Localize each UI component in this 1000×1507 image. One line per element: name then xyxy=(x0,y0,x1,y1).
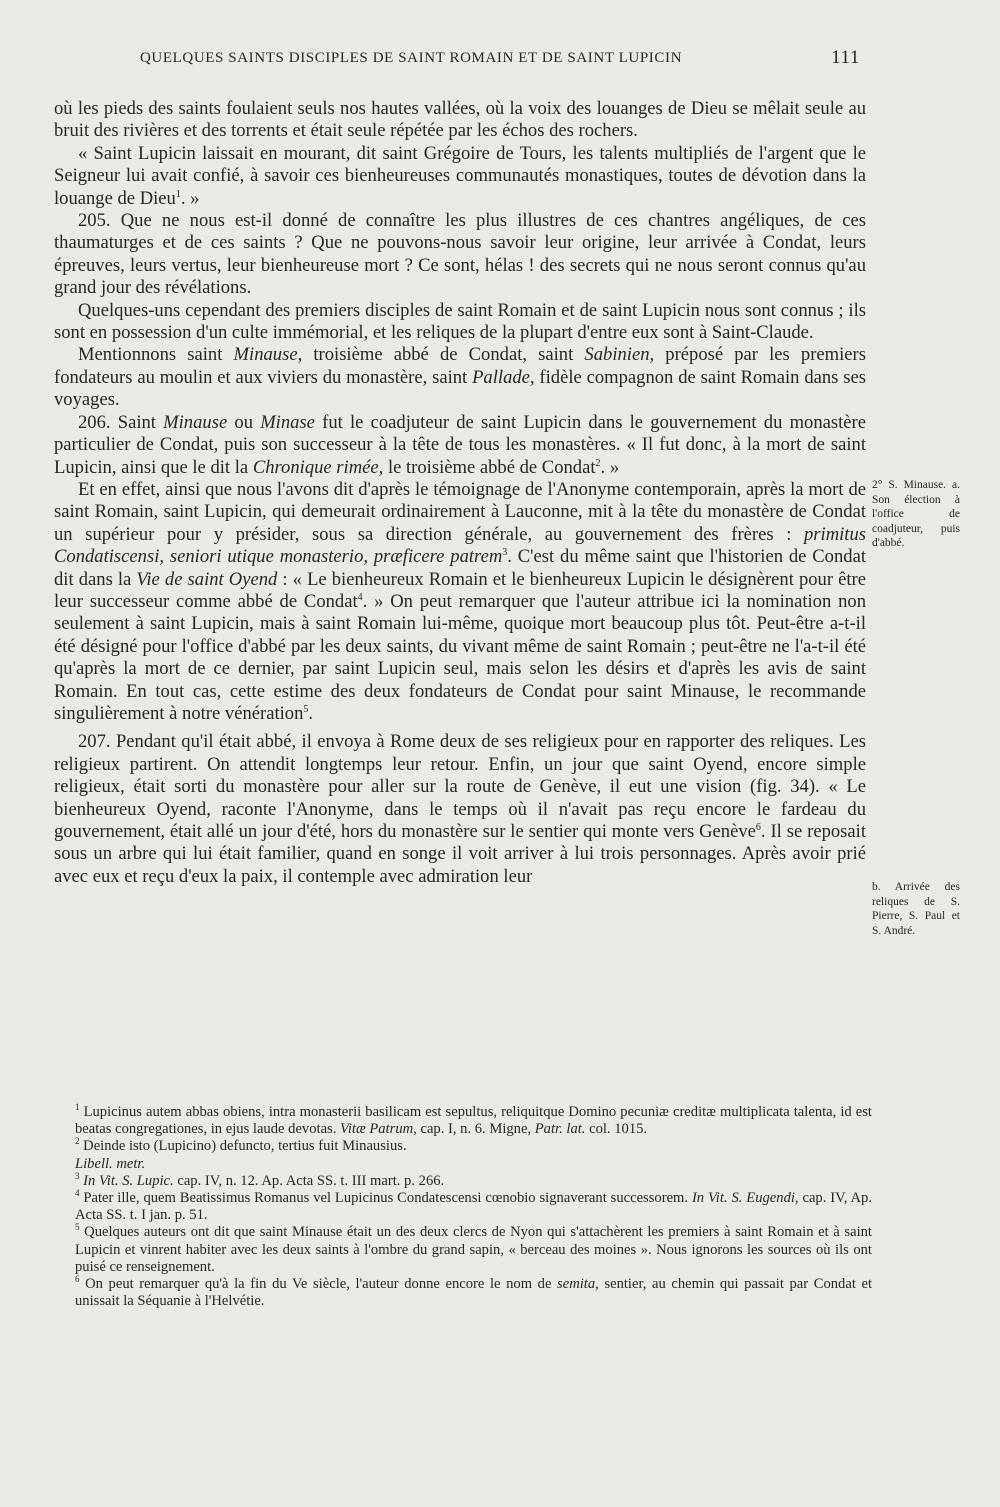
footnote: $^5$ Quelques auteurs ont dit que saint Minause était un des deux clercs de Nyon qui s'attachèrent les premiers à saint Romain et à saint Lupicin et vinrent habiter avec les deux saints à l'ombre du grand sapin, « berceau des moines ». Nous ignorons les sources où ils ont puisé ce renseignement. xyxy=(75,1222,872,1275)
page-number: 111 xyxy=(831,47,860,68)
paragraph: où les pieds des saints foulaient seuls nos hautes vallées, où la voix des louanges de Dieu se mêlait seule au bruit des rivières et des torrents et était seule répétée par les échos des rochers. xyxy=(54,98,866,142)
paragraph: 206. Saint Minause ou Minase fut le coadjuteur de saint Lupicin dans le gouvernement du monastère particulier de Condat, puis son successeur à la tête de tous les monastères. « Il fut donc, à la mort de saint Lupicin, ainsi que le dit la Chronique rimée, le troisième abbé de Condat$^2$. » xyxy=(54,411,866,478)
paragraph: Et en effet, ainsi que nous l'avons dit d'après le témoignage de l'Anonyme contemporain, après la mort de saint Romain, saint Lupicin, qui demeurait ordinairement à Lauconne, mit à la tête du monastère de Condat un supérieur pour y présider, sous sa direction générale, au gouvernement des frères : primitus Condatiscensi, seniori utique monasterio, præficere patrem$^3$. C'est du même saint que l'historien de Condat dit dans la Vie de saint Oyend : « Le bienheureux Romain et le bienheureux Lupicin le désignèrent pour être leur successeur comme abbé de Condat$^4$. » On peut remarquer que l'auteur attribue ici la nomination non seulement à saint Lupicin, mais à saint Romain lui-même, quoique mort beaucoup plus tôt. Peut-être a-t-il été désigné pour l'office d'abbé par les deux saints, du vivant même de saint Romain ; peut-être ne l'a-t-il été qu'après la mort de ce dernier, par saint Lupicin seul, mais selon les désirs et d'après les avis de saint Romain. En tout cas, cette estime des deux fondateurs de Condat pour saint Minause, le recommande singulièrement à notre vénération$^5$. xyxy=(54,478,866,724)
footnote-ref: 5 xyxy=(303,703,309,715)
paragraph: Mentionnons saint Minause, troisième abbé de Condat, saint Sabinien, préposé par les premiers fondateurs au moulin et aux viviers du monastère, saint Pallade, fidèle compagnon de saint Romain dans ses voyages. xyxy=(54,344,866,411)
footnote: $^4$ Pater ille, quem Beatissimus Romanus vel Lupicinus Condatescensi cœnobio signaverant successorem. In Vit. S. Eugendi, cap. IV, Ap. Acta SS. t. I jan. p. 51. xyxy=(75,1188,872,1224)
paragraph: « Saint Lupicin laissait en mourant, dit saint Grégoire de Tours, les talents multipliés de l'argent que le Seigneur lui avait confié, à savoir ces bienheureuses communautés monastiques, toutes de dévotion dans la louange de Dieu$^1$. » xyxy=(54,142,866,209)
paragraph: Quelques-uns cependant des premiers disciples de saint Romain et de saint Lupicin nous sont connus ; ils sont en possession d'un culte immémorial, et les reliques de la plupart d'entre eux sont à Saint-Claude. xyxy=(54,299,866,344)
main-text xyxy=(54,98,866,888)
footnote: $^2$ Deinde isto (Lupicino) defuncto, tertius fuit Minausius. xyxy=(75,1136,407,1155)
footnote-ref: 1 xyxy=(175,188,181,200)
footnote-ref: 3 xyxy=(502,547,508,559)
footnote-ref: 4 xyxy=(357,591,363,603)
running-header xyxy=(140,47,860,69)
paragraph: 205. Que ne nous est-il donné de connaître les plus illustres de ces chantres angéliques, de ces thaumaturges et de ces saints ? Que ne pouvons-nous savoir leur origine, leur arrivée à Condat, leurs épreuves, leurs vertus, leur bienheureuse mort ? Ce sont, hélas ! des secrets qui ne nous seront connus qu'au grand jour des révélations. xyxy=(54,210,866,299)
footnotes xyxy=(75,1104,872,1310)
margin-note: 2° S. Minause. a. Son élection à l'office de coadjuteur, puis d'abbé. xyxy=(872,479,960,549)
running-title: QUELQUES SAINTS DISCIPLES DE SAINT ROMAIN ET DE SAINT LUPICIN xyxy=(140,50,683,66)
footnote: $^3$ In Vit. S. Lupic. cap. IV, n. 12. Ap. Acta SS. t. III mart. p. 266. xyxy=(75,1170,445,1189)
footnote: $^1$ Lupicinus autem abbas obiens, intra monasterii basilicam est sepultus, reliquitque Domino pecuniæ creditæ multiplicata talenta, id est beatas congregationes, in ejus laude devotas. Vitæ Patrum, cap. I, n. 6. Migne, Patr. lat. col. 1015. xyxy=(75,1102,872,1138)
footnote-ref: 6 xyxy=(755,822,761,833)
margin-note: b. Arrivée des reliques de S. Pierre, S. Paul et S. André. xyxy=(872,881,960,937)
footnote-continuation: Libell. metr. xyxy=(75,1155,146,1172)
footnote: $^6$ On peut remarquer qu'à la fin du Ve siècle, l'auteur donne encore le nom de semita, sentier, au chemin qui passait par Condat et unissait la Séquanie à l'Helvétie. xyxy=(75,1274,873,1310)
footnote-ref: 2 xyxy=(595,457,601,469)
paragraph: 207. Pendant qu'il était abbé, il envoya à Rome deux de ses religieux pour en rapporter des reliques. Les religieux partirent. On attendit longtemps leur retour. Enfin, un jour que saint Oyend, encore simple religieux, était sorti du monastère pour aller sur la route de Genève, il eut une vision (fig. 34). « Le bienheureux Oyend, raconte l'Anonyme, dans le temps où il n'avait pas reçu encore le fardeau du gouvernement, était allé un jour d'été, hors du monastère sur le sentier qui monte vers Genève$^6$. Il se reposait sous un arbre qui lui était familier, quand en songe il voit arriver à lui trois personnages. Après avoir prié avec eux et reçu d'eux la paix, il contemple avec admiration leur xyxy=(54,731,866,887)
